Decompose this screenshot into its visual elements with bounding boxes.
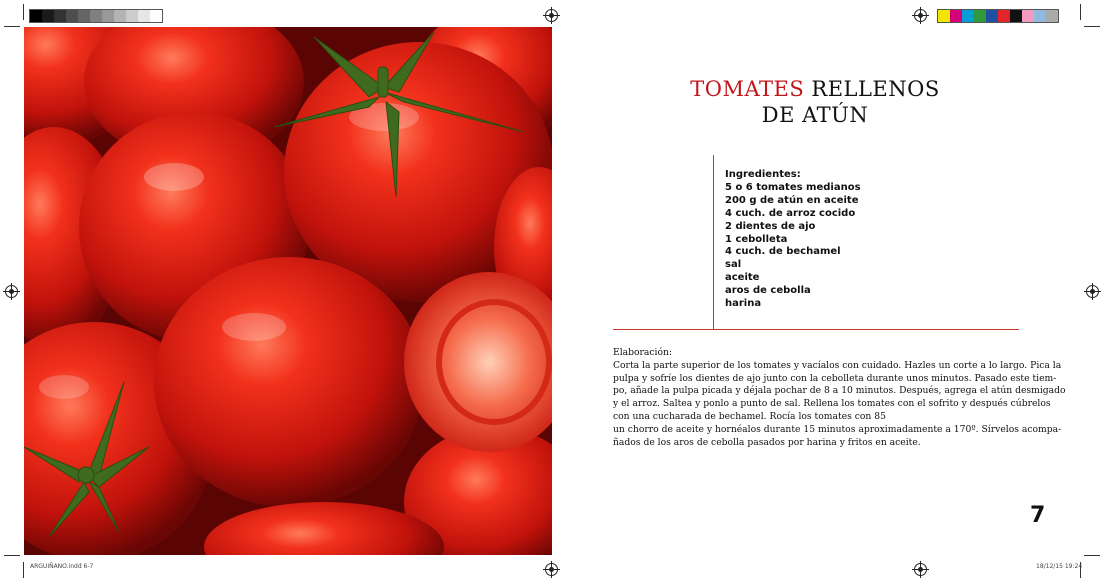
color-swatch [950, 10, 962, 22]
ingredient-item: 4 cuch. de bechamel [725, 246, 841, 258]
ingredients-list [725, 169, 861, 311]
crop-mark [4, 26, 20, 27]
file-slug: ARGUIÑANO.indd 6-7 [30, 563, 94, 570]
preparation-line: y el arroz. Saltea y ponlo a punto de sal. Rellena los tomates con el sofrito y después cúbrelos [613, 398, 1051, 410]
ingredient-item: 4 cuch. de arroz cocido [725, 207, 856, 219]
registration-mark-bottom-left [545, 563, 558, 576]
preparation-line: ñados de los aros de cebolla pasados por harina y fritos en aceite. [613, 436, 921, 448]
color-swatch [1034, 10, 1046, 22]
preparation-line: Corta la parte superior de los tomates y vacíalos con cuidado. Hazles un corte a lo largo. Pica la [613, 359, 1062, 371]
preparation-section [613, 347, 1066, 449]
grayscale-swatch [102, 10, 114, 22]
grayscale-swatch [78, 10, 90, 22]
ingredient-item: 200 g de atún en aceite [725, 194, 859, 206]
color-swatch [1010, 10, 1022, 22]
ingredients-heading: Ingredientes: [725, 169, 801, 180]
tomatoes-photo [24, 27, 552, 555]
grayscale-swatch [90, 10, 102, 22]
preparation-heading: Elaboración: [613, 347, 673, 358]
color-swatch [1046, 10, 1058, 22]
preparation-line: un chorro de aceite y hornéalos durante 15 minutos aproximadamente a 170º. Sírvelos acompa- [613, 423, 1062, 435]
grayscale-swatch [66, 10, 78, 22]
crop-mark [1084, 555, 1100, 556]
grayscale-swatch [126, 10, 138, 22]
color-swatch [962, 10, 974, 22]
ingredient-item: harina [725, 298, 762, 310]
color-swatch [986, 10, 998, 22]
grayscale-swatch [42, 10, 54, 22]
crop-mark [23, 4, 24, 20]
grayscale-swatch [114, 10, 126, 22]
ingredient-item: 2 dientes de ajo [725, 220, 816, 232]
crop-mark [23, 562, 24, 578]
date-slug: 18/12/15 19:24 [1036, 563, 1083, 570]
ingredient-item: aceite [725, 272, 760, 284]
grayscale-calibration-bar [29, 9, 163, 23]
ingredient-item: 5 o 6 tomates medianos [725, 181, 861, 193]
crop-mark [1084, 26, 1100, 27]
grayscale-swatch [54, 10, 66, 22]
grayscale-swatch [30, 10, 42, 22]
ingredient-item: sal [725, 259, 742, 271]
preparation-line: pulpa y sofríe los dientes de ajo junto con la cebolleta durante unos minutos. Pasado este tiem- [613, 372, 1057, 384]
registration-mark-top-left [545, 9, 558, 22]
title-rest: RELLENOS [804, 77, 940, 101]
divider-vertical [713, 155, 714, 329]
color-swatch [1022, 10, 1034, 22]
registration-mark-left [5, 285, 18, 298]
registration-mark-top-right [914, 9, 927, 22]
ingredient-item: aros de cebolla [725, 285, 811, 297]
crop-mark [1080, 4, 1081, 20]
crop-mark [4, 555, 20, 556]
preparation-line: po, añade la pulpa picada y déjala pochar de 8 a 10 minutos. Después, agrega el atún desmigado [613, 385, 1066, 397]
divider-horizontal [613, 329, 1019, 330]
page-number: 7 [1030, 503, 1046, 528]
registration-mark-bottom-right [914, 563, 927, 576]
recipe-title [640, 76, 990, 128]
color-swatch [938, 10, 950, 22]
color-swatch [998, 10, 1010, 22]
title-line-2: DE ATÚN [761, 103, 869, 127]
ingredient-item: 1 cebolleta [725, 233, 788, 245]
title-accent: TOMATES [690, 77, 805, 101]
color-calibration-bar [937, 9, 1059, 23]
preparation-line: con una cucharada de bechamel. Rocía los tomates con 85 [613, 410, 886, 422]
grayscale-swatch [150, 10, 162, 22]
registration-mark-right [1086, 285, 1099, 298]
color-swatch [974, 10, 986, 22]
grayscale-swatch [138, 10, 150, 22]
